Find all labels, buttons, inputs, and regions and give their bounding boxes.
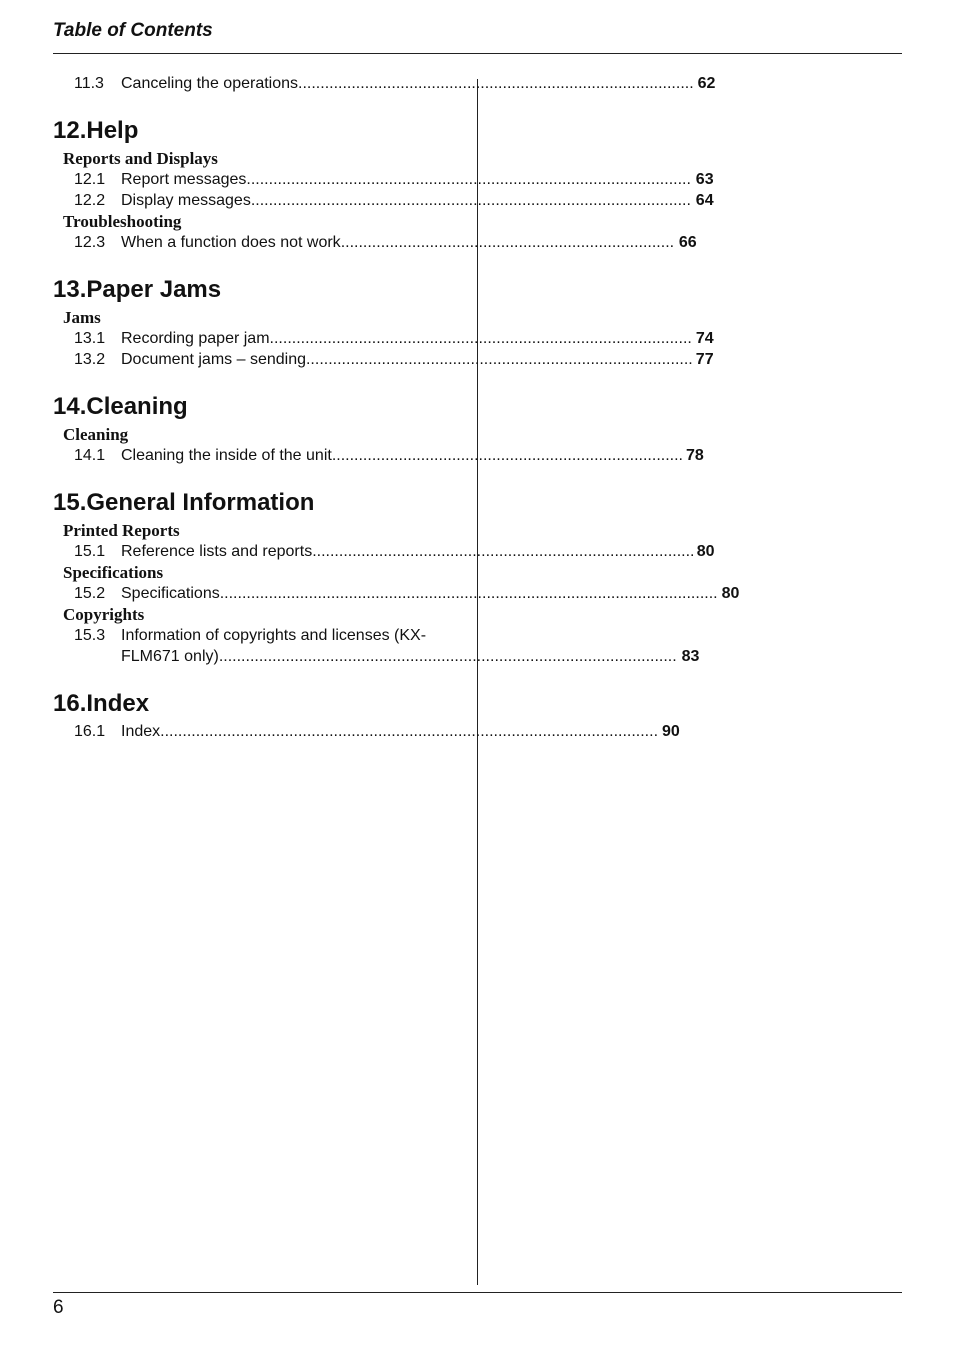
- dot-leader: [219, 646, 678, 667]
- section-heading[interactable]: 16.Index: [53, 690, 150, 717]
- entry-page[interactable]: 80: [721, 585, 740, 602]
- entry-number: 11.3: [74, 75, 104, 92]
- entry-body: [121, 445, 704, 466]
- entry-title-line: [121, 541, 715, 562]
- toc-entry[interactable]: [53, 445, 704, 466]
- entry-page[interactable]: 64: [695, 192, 714, 209]
- entry-page[interactable]: 63: [695, 171, 714, 188]
- entry-number: 13.2: [74, 351, 106, 368]
- toc-entry[interactable]: [53, 625, 700, 667]
- table-of-contents: [53, 73, 740, 742]
- toc-entry[interactable]: [53, 349, 714, 370]
- dot-leader: [220, 583, 718, 604]
- toc-entry[interactable]: [53, 721, 680, 742]
- entry-title-line: [121, 232, 697, 253]
- entry-title-line: [121, 583, 739, 604]
- entry-title[interactable]: Display messages: [121, 192, 251, 209]
- subsection-heading: Jams: [63, 308, 101, 327]
- toc-entry[interactable]: [53, 232, 697, 253]
- subsection-heading: Specifications: [63, 563, 164, 582]
- dot-leader: [270, 328, 692, 349]
- entry-page[interactable]: 80: [696, 543, 715, 560]
- section-heading[interactable]: 15.General Information: [53, 489, 315, 516]
- entry-body: [121, 349, 714, 370]
- entry-title[interactable]: Cleaning the inside of the unit: [121, 447, 332, 464]
- toc-entry[interactable]: [53, 169, 714, 190]
- entry-page[interactable]: 90: [662, 723, 680, 740]
- entry-body: [121, 169, 714, 190]
- toc-entry[interactable]: [53, 328, 714, 349]
- dot-leader: [312, 541, 693, 562]
- entry-number: 14.1: [74, 447, 106, 464]
- entry-title[interactable]: Reference lists and reports: [121, 543, 313, 560]
- entry-number: 15.1: [74, 543, 106, 560]
- entry-page[interactable]: 66: [678, 234, 697, 251]
- entry-title-line: [121, 646, 699, 667]
- dot-leader: [332, 445, 682, 466]
- entry-body: [121, 232, 697, 253]
- dot-leader: [160, 721, 658, 742]
- running-header: Table of Contents: [53, 20, 213, 41]
- entry-page[interactable]: 74: [695, 330, 714, 347]
- toc-entry[interactable]: [53, 583, 740, 604]
- entry-title-line: [121, 328, 714, 349]
- entry-title[interactable]: Report messages: [121, 171, 247, 188]
- section-heading[interactable]: 12.Help: [53, 117, 139, 144]
- subsection-heading: Cleaning: [63, 425, 129, 444]
- entry-number: 12.1: [74, 171, 106, 188]
- entry-page[interactable]: 62: [697, 75, 716, 92]
- entry-title-line: [121, 625, 699, 646]
- entry-body: [121, 541, 715, 562]
- entry-page[interactable]: 83: [681, 648, 700, 665]
- entry-title[interactable]: Canceling the operations: [121, 75, 299, 92]
- entry-body: [121, 721, 680, 742]
- entry-title-line: [121, 73, 715, 94]
- entry-number: 12.3: [74, 234, 106, 251]
- entry-title-line: [121, 349, 714, 370]
- entry-number: 12.2: [74, 192, 106, 209]
- entry-title[interactable]: Specifications: [121, 585, 220, 602]
- toc-entry[interactable]: [53, 73, 716, 94]
- dot-leader: [341, 232, 675, 253]
- entry-title-line: [121, 169, 714, 190]
- column-divider: [477, 79, 478, 1285]
- entry-body: [121, 190, 714, 211]
- entry-title[interactable]: When a function does not work: [121, 234, 341, 251]
- subsection-heading: Printed Reports: [63, 521, 180, 540]
- entry-title[interactable]: Document jams – sending: [121, 351, 306, 368]
- toc-entry[interactable]: [53, 541, 715, 562]
- entry-number: 15.2: [74, 585, 106, 602]
- entry-page[interactable]: 77: [695, 351, 714, 368]
- entry-number: 13.1: [74, 330, 106, 347]
- toc-entry[interactable]: [53, 190, 714, 211]
- footer-rule: [53, 1292, 902, 1293]
- entry-number: 15.3: [74, 627, 106, 644]
- entry-title-line: [121, 445, 704, 466]
- entry-title-line: [121, 190, 714, 211]
- dot-leader: [246, 169, 691, 190]
- subsection-heading: Troubleshooting: [63, 212, 182, 231]
- entry-title[interactable]: Recording paper jam: [121, 330, 270, 347]
- section-heading[interactable]: 14.Cleaning: [53, 393, 188, 420]
- section-heading[interactable]: 13.Paper Jams: [53, 276, 222, 303]
- entry-number: 16.1: [74, 723, 106, 740]
- page-number: 6: [53, 1297, 64, 1318]
- entry-title[interactable]: FLM671 only): [121, 648, 219, 665]
- entry-body: [121, 328, 714, 349]
- entry-body: [121, 583, 739, 604]
- dot-leader: [306, 349, 692, 370]
- dot-leader: [251, 190, 692, 211]
- dot-leader: [298, 73, 694, 94]
- entry-body: [121, 73, 715, 94]
- subsection-heading: Copyrights: [63, 605, 145, 624]
- entry-body: [121, 625, 699, 667]
- entry-title-line: [121, 721, 680, 742]
- entry-title[interactable]: Information of copyrights and licenses (KX-: [121, 627, 427, 644]
- subsection-heading: Reports and Displays: [63, 149, 218, 168]
- header-rule: [53, 53, 902, 54]
- entry-page[interactable]: 78: [686, 447, 704, 464]
- entry-title[interactable]: Index: [121, 723, 161, 740]
